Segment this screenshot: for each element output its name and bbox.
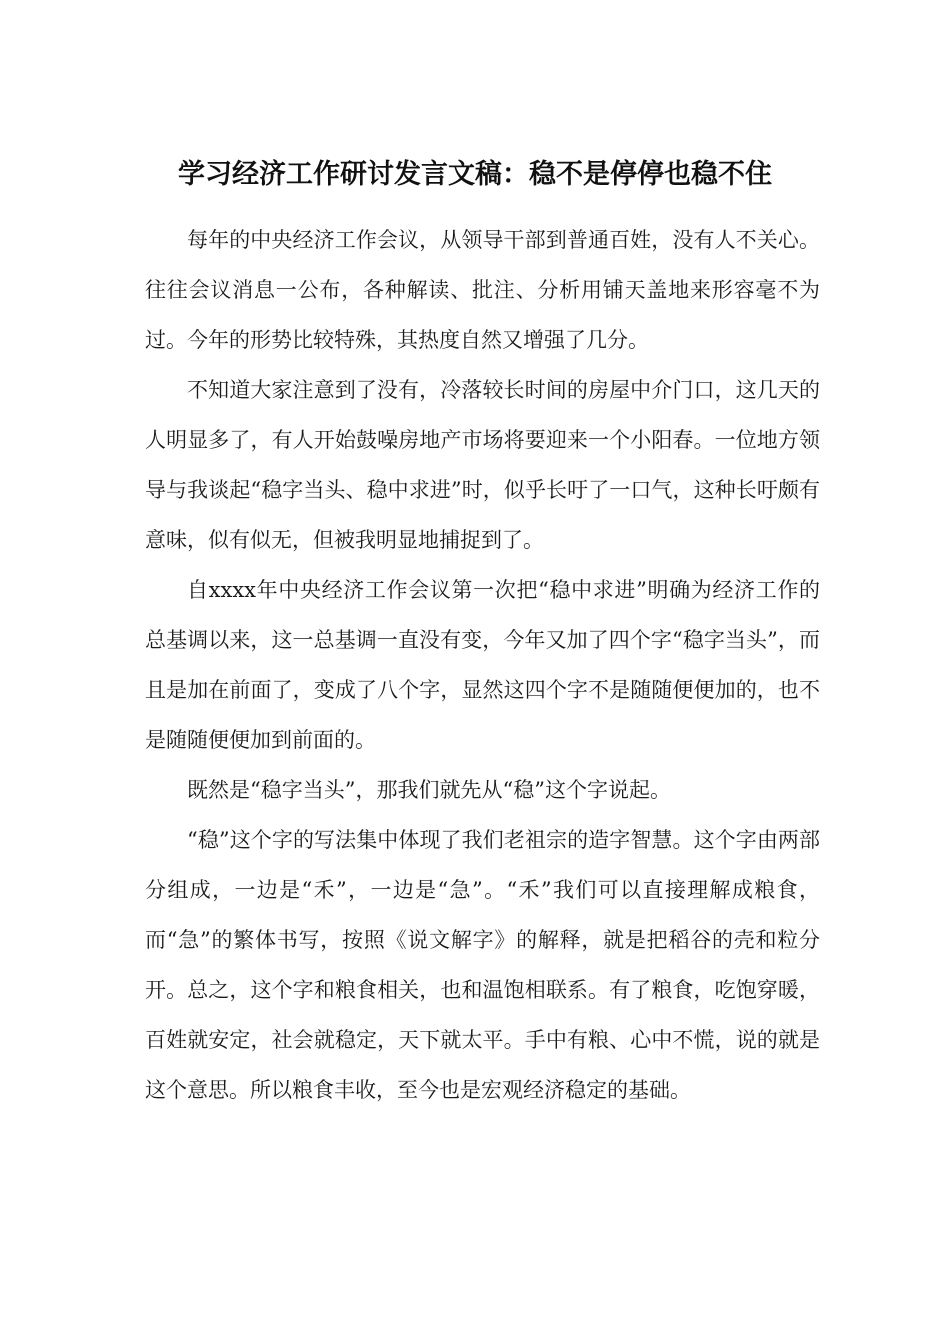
document-title: 学习经济工作研讨发言文稿：稳不是停停也稳不住 <box>178 159 772 190</box>
paragraph: 既然是“稳字当头”，那我们就先从“稳”这个字说起。 <box>187 778 671 802</box>
document-body <box>145 215 820 1115</box>
paragraph: 自xxxx年中央经济工作会议第一次把“稳中求进”明确为经济工作的总基调以来，这一总基调一直没有变，今年又加了四个字“稳字当头”，而且是加在前面了，变成了八个字，显然这四个字不是随随便便加的，也不是随随便便加到前面的。 <box>145 578 820 752</box>
paragraph: 每年的中央经济工作会议，从领导干部到普通百姓，没有人不关心。往往会议消息一公布，各种解读、批注、分析用铺天盖地来形容毫不为过。今年的形势比较特殊，其热度自然又增强了几分。 <box>145 228 820 352</box>
paragraph: 不知道大家注意到了没有，冷落较长时间的房屋中介门口，这几天的人明显多了，有人开始鼓噪房地产市场将要迎来一个小阳春。一位地方领导与我谈起“稳字当头、稳中求进”时，似乎长吁了一口气，这种长吁颇有意味，似有似无，但被我明显地捕捉到了。 <box>145 378 820 552</box>
paragraph: “稳”这个字的写法集中体现了我们老祖宗的造字智慧。这个字由两部分组成，一边是“禾”，一边是“急”。“禾”我们可以直接理解成粮食，而“急”的繁体书写，按照《说文解字》的解释，就是把稻谷的壳和粒分开。总之，这个字和粮食相关，也和温饱相联系。有了粮食，吃饱穿暖，百姓就安定，社会就稳定，天下就太平。手中有粮、心中不慌，说的就是这个意思。所以粮食丰收，至今也是宏观经济稳定的基础。 <box>145 828 820 1102</box>
